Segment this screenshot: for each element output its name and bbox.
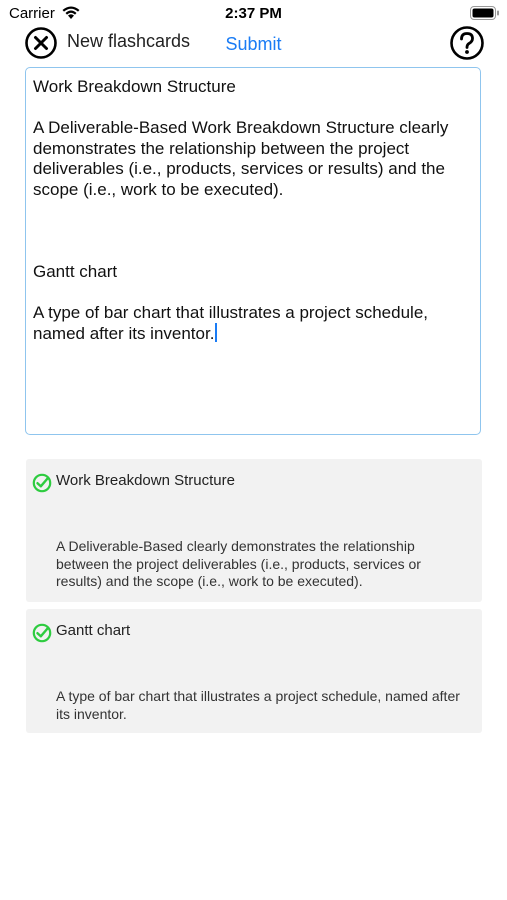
- carrier-label: Carrier: [9, 5, 55, 22]
- editor-line-last: [33, 303, 473, 345]
- status-bar: [0, 0, 507, 26]
- editor-line: [33, 200, 473, 221]
- help-icon[interactable]: [449, 25, 485, 61]
- card-term: Gantt chart: [56, 622, 131, 639]
- editor-line: [33, 221, 473, 242]
- editor-last-text: A type of bar chart that illustrates a project schedule, named after its inventor.: [33, 302, 428, 343]
- card-term: Work Breakdown Structure: [56, 472, 235, 489]
- editor-line: [33, 241, 473, 262]
- editor-line: A Deliverable-Based Work Breakdown Structure clearly demonstrates the relationship between the project deliverables (i.e., products, services or results) and the scope (i.e., work to be executed).: [33, 118, 449, 199]
- text-cursor: [215, 323, 217, 342]
- status-time: 2:37 PM: [225, 5, 282, 22]
- flashcard-text-editor[interactable]: [25, 67, 481, 435]
- editor-line: [33, 282, 473, 303]
- check-circle-icon: [32, 623, 52, 643]
- submit-button[interactable]: Submit: [225, 34, 282, 54]
- flashcard-preview[interactable]: [26, 609, 482, 733]
- editor-line: [33, 98, 473, 119]
- flashcard-preview[interactable]: [26, 459, 482, 602]
- submit-button-wrap: [0, 34, 507, 55]
- editor-line: Gantt chart: [33, 261, 118, 281]
- battery-icon: [470, 6, 500, 20]
- card-definition: A type of bar chart that illustrates a project schedule, named after its inventor.: [56, 688, 460, 722]
- card-definition: A Deliverable-Based clearly demonstrates the relationship between the project deliverables (i.e., products, services or results) and the scope (i.e., work to be executed).: [56, 538, 421, 589]
- page-title: New flashcards: [67, 31, 191, 51]
- editor-line: Work Breakdown Structure: [33, 77, 236, 96]
- check-circle-icon: [32, 473, 52, 493]
